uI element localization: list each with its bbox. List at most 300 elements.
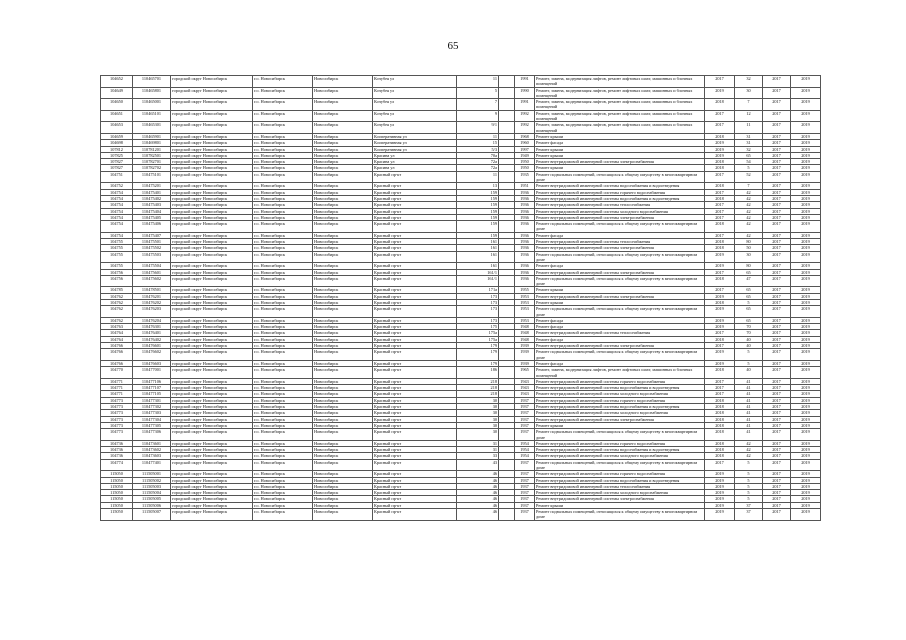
- plan-year-cell: 2019: [705, 317, 735, 323]
- period-start-cell: 2017: [763, 367, 791, 379]
- street-cell: Красный пр-кт: [373, 483, 457, 489]
- house-id-cell: 104773: [101, 429, 133, 441]
- street-cell: Красный пр-кт: [373, 189, 457, 195]
- tariff-cell: 42: [735, 195, 763, 201]
- house-id-cell: 104653: [101, 122, 133, 134]
- tariff-cell: 80: [735, 239, 763, 245]
- table-body: [101, 76, 821, 521]
- municipality-cell: городской округ Новосибирск: [171, 343, 253, 349]
- period-end-cell: 2019: [791, 152, 821, 158]
- period-start-cell: 2017: [763, 165, 791, 171]
- municipality-cell: городской округ Новосибирск: [171, 317, 253, 323]
- plan-year-cell: 2017: [705, 459, 735, 471]
- house-number-cell: 11: [457, 76, 499, 88]
- municipality-cell: городской округ Новосибирск: [171, 509, 253, 521]
- street-cell: Красный пр-кт: [373, 391, 457, 397]
- period-end-cell: 2019: [791, 195, 821, 201]
- house-number-cell: 46: [457, 471, 499, 477]
- settlement-cell: г.о. Новосибирск: [253, 183, 313, 189]
- settlement-cell: г.о. Новосибирск: [253, 397, 313, 403]
- plan-year-cell: 2018: [705, 453, 735, 459]
- period-end-cell: 2019: [791, 502, 821, 508]
- municipality-cell: городской округ Новосибирск: [171, 502, 253, 508]
- settlement-cell: г.о. Новосибирск: [253, 509, 313, 521]
- house-id-cell: 104755: [101, 251, 133, 263]
- work-id-cell: 110476204: [133, 317, 171, 323]
- settlement-cell: г.о. Новосибирск: [253, 189, 313, 195]
- year-built-cell: 1937: [515, 397, 535, 403]
- work-type-cell: Ремонт внутридомовой инженерной системы горячего водоснабжения: [535, 378, 705, 384]
- work-id-cell: 110477105: [133, 391, 171, 397]
- settlement-cell: г.о. Новосибирск: [253, 275, 313, 287]
- table-row: [101, 459, 821, 471]
- work-type-cell: Ремонт крыши: [535, 152, 705, 158]
- work-id-cell: 110469801: [133, 140, 171, 146]
- work-id-cell: 110475502: [133, 245, 171, 251]
- municipality-cell: городской округ Новосибирск: [171, 239, 253, 245]
- municipality-cell: городской округ Новосибирск: [171, 360, 253, 366]
- city-cell: Новосибирск: [313, 324, 373, 330]
- street-cell: Красный пр-кт: [373, 416, 457, 422]
- tariff-cell: 70: [735, 330, 763, 336]
- period-end-cell: 2019: [791, 477, 821, 483]
- period-end-cell: 2019: [791, 146, 821, 152]
- municipality-cell: городской округ Новосибирск: [171, 189, 253, 195]
- tariff-cell: 65: [735, 293, 763, 299]
- period-end-cell: 2019: [791, 214, 821, 220]
- work-id-cell: 110475601: [133, 269, 171, 275]
- city-cell: Новосибирск: [313, 189, 373, 195]
- year-built-cell: 1990: [515, 87, 535, 99]
- period-start-cell: 2017: [763, 140, 791, 146]
- period-end-cell: 2019: [791, 391, 821, 397]
- period-start-cell: 2017: [763, 410, 791, 416]
- year-built-cell: 1937: [515, 459, 535, 471]
- work-id-cell: 110475405: [133, 214, 171, 220]
- period-end-cell: 2019: [791, 122, 821, 134]
- period-start-cell: 2017: [763, 146, 791, 152]
- year-built-cell: 1937: [515, 490, 535, 496]
- period-start-cell: 2017: [763, 110, 791, 122]
- period-start-cell: 2017: [763, 275, 791, 287]
- city-cell: Новосибирск: [313, 471, 373, 477]
- house-number-cell: 46: [457, 483, 499, 489]
- period-end-cell: 2019: [791, 447, 821, 453]
- municipality-cell: городской округ Новосибирск: [171, 263, 253, 269]
- year-built-cell: 1949: [515, 152, 535, 158]
- city-cell: Новосибирск: [313, 502, 373, 508]
- settlement-cell: г.о. Новосибирск: [253, 245, 313, 251]
- municipality-cell: городской округ Новосибирск: [171, 146, 253, 152]
- year-built-cell: 1965: [515, 367, 535, 379]
- work-type-cell: Ремонт внутридомовой инженерной системы водоснабжения и водоотведения: [535, 404, 705, 410]
- tariff-cell: 30: [735, 87, 763, 99]
- period-start-cell: 2017: [763, 349, 791, 361]
- work-type-cell: Ремонт внутридомовой инженерной системы холодного водоснабжения: [535, 490, 705, 496]
- city-cell: Новосибирск: [313, 299, 373, 305]
- plan-year-cell: 2018: [705, 404, 735, 410]
- period-end-cell: 2019: [791, 183, 821, 189]
- plan-year-cell: 2018: [705, 239, 735, 245]
- house-number-cell: 46: [457, 502, 499, 508]
- work-type-cell: Ремонт внутридомовой инженерной системы горячего водоснабжения: [535, 397, 705, 403]
- settlement-cell: г.о. Новосибирск: [253, 306, 313, 318]
- work-id-cell: 110782501: [133, 152, 171, 158]
- street-cell: Красный пр-кт: [373, 269, 457, 275]
- tariff-cell: 52: [735, 171, 763, 183]
- building-cell: [499, 367, 515, 379]
- period-end-cell: 2019: [791, 397, 821, 403]
- municipality-cell: городской округ Новосибирск: [171, 391, 253, 397]
- city-cell: Новосибирск: [313, 360, 373, 366]
- period-start-cell: 2017: [763, 269, 791, 275]
- street-cell: Красина ул: [373, 159, 457, 165]
- municipality-cell: городской округ Новосибирск: [171, 202, 253, 208]
- year-built-cell: 1937: [515, 422, 535, 428]
- table-row: [101, 122, 821, 134]
- street-cell: Красный пр-кт: [373, 440, 457, 446]
- street-cell: Кооперативная ул: [373, 146, 457, 152]
- tariff-cell: 5: [735, 165, 763, 171]
- work-type-cell: Ремонт фасада: [535, 336, 705, 342]
- work-type-cell: Ремонт внутридомовой инженерной системы горячего водоснабжения: [535, 440, 705, 446]
- street-cell: Красный пр-кт: [373, 459, 457, 471]
- house-number-cell: 161: [457, 251, 499, 263]
- period-end-cell: 2019: [791, 349, 821, 361]
- settlement-cell: г.о. Новосибирск: [253, 324, 313, 330]
- municipality-cell: городской округ Новосибирск: [171, 385, 253, 391]
- house-number-cell: 72а: [457, 159, 499, 165]
- house-id-cell: 104766: [101, 343, 133, 349]
- period-start-cell: 2017: [763, 239, 791, 245]
- tariff-cell: 42: [735, 440, 763, 446]
- house-id-cell: 104736: [101, 447, 133, 453]
- work-id-cell: 110475602: [133, 275, 171, 287]
- city-cell: Новосибирск: [313, 496, 373, 502]
- period-start-cell: 2017: [763, 133, 791, 139]
- street-cell: Красный пр-кт: [373, 208, 457, 214]
- table-row: [101, 87, 821, 99]
- municipality-cell: городской округ Новосибирск: [171, 208, 253, 214]
- street-cell: Красный пр-кт: [373, 378, 457, 384]
- year-built-cell: 1937: [515, 496, 535, 502]
- building-cell: [499, 122, 515, 134]
- period-end-cell: 2019: [791, 343, 821, 349]
- house-number-cell: 31: [457, 447, 499, 453]
- street-cell: Красный пр-кт: [373, 410, 457, 416]
- municipality-cell: городской округ Новосибирск: [171, 378, 253, 384]
- work-id-cell: 110478501: [133, 287, 171, 293]
- period-start-cell: 2017: [763, 391, 791, 397]
- house-id-cell: 104755: [101, 239, 133, 245]
- settlement-cell: г.о. Новосибирск: [253, 269, 313, 275]
- work-type-cell: Ремонт фасада: [535, 324, 705, 330]
- period-end-cell: 2019: [791, 336, 821, 342]
- period-end-cell: 2019: [791, 87, 821, 99]
- period-end-cell: 2019: [791, 165, 821, 171]
- tariff-cell: 5: [735, 483, 763, 489]
- house-id-cell: 115050: [101, 483, 133, 489]
- period-end-cell: 2019: [791, 306, 821, 318]
- city-cell: Новосибирск: [313, 422, 373, 428]
- building-cell: [499, 99, 515, 111]
- street-cell: Красный пр-кт: [373, 502, 457, 508]
- period-end-cell: 2019: [791, 330, 821, 336]
- house-id-cell: 104736: [101, 440, 133, 446]
- plan-year-cell: 2017: [705, 343, 735, 349]
- year-built-cell: 1943: [515, 385, 535, 391]
- street-cell: Красный пр-кт: [373, 336, 457, 342]
- period-end-cell: 2019: [791, 385, 821, 391]
- settlement-cell: г.о. Новосибирск: [253, 202, 313, 208]
- work-type-cell: Ремонт внутридомовой инженерной системы холодного водоснабжения: [535, 410, 705, 416]
- municipality-cell: городской округ Новосибирск: [171, 496, 253, 502]
- municipality-cell: городской округ Новосибирск: [171, 367, 253, 379]
- street-cell: Кочубея ул: [373, 110, 457, 122]
- work-type-cell: Ремонт крыши: [535, 299, 705, 305]
- period-start-cell: 2017: [763, 317, 791, 323]
- table-row: [101, 110, 821, 122]
- year-built-cell: 1937: [515, 410, 535, 416]
- work-type-cell: Ремонт подвальных помещений, относящихся к общему имуществу в многоквартирном доме: [535, 349, 705, 361]
- work-id-cell: 110477107: [133, 385, 171, 391]
- house-number-cell: 175: [457, 324, 499, 330]
- year-built-cell: 1937: [515, 404, 535, 410]
- year-built-cell: 1937: [515, 483, 535, 489]
- tariff-cell: 7: [735, 183, 763, 189]
- work-id-cell: 110475406: [133, 221, 171, 233]
- work-type-cell: Ремонт крыши: [535, 133, 705, 139]
- house-number-cell: 46: [457, 477, 499, 483]
- work-id-cell: 110465701: [133, 76, 171, 88]
- municipality-cell: городской округ Новосибирск: [171, 152, 253, 158]
- work-id-cell: 110475504: [133, 263, 171, 269]
- house-number-cell: 159: [457, 208, 499, 214]
- period-start-cell: 2017: [763, 404, 791, 410]
- house-id-cell: 104773: [101, 416, 133, 422]
- period-end-cell: 2019: [791, 422, 821, 428]
- plan-year-cell: 2018: [705, 422, 735, 428]
- city-cell: Новосибирск: [313, 221, 373, 233]
- tariff-cell: 31: [735, 133, 763, 139]
- building-cell: [499, 429, 515, 441]
- work-type-cell: Ремонт фасада: [535, 140, 705, 146]
- work-id-cell: 110476602: [133, 349, 171, 361]
- house-id-cell: 115050: [101, 502, 133, 508]
- year-built-cell: 1937: [515, 477, 535, 483]
- tariff-cell: 32: [735, 146, 763, 152]
- work-type-cell: Ремонт, замена, модернизация лифтов, ремонт лифтовых шахт, машинных и блочных помещений: [535, 122, 705, 134]
- street-cell: Кочубея ул: [373, 87, 457, 99]
- house-number-cell: 159: [457, 214, 499, 220]
- year-built-cell: 1968: [515, 133, 535, 139]
- year-built-cell: 1936: [515, 251, 535, 263]
- work-type-cell: Ремонт внутридомовой инженерной системы водоснабжения и водоотведения: [535, 477, 705, 483]
- house-id-cell: 104751: [101, 171, 133, 183]
- street-cell: Красный пр-кт: [373, 287, 457, 293]
- house-id-cell: 104755: [101, 245, 133, 251]
- period-start-cell: 2017: [763, 87, 791, 99]
- work-id-cell: 110477305: [133, 422, 171, 428]
- house-id-cell: 107827: [101, 165, 133, 171]
- municipality-cell: городской округ Новосибирск: [171, 195, 253, 201]
- year-built-cell: 1939: [515, 349, 535, 361]
- tariff-cell: 47: [735, 275, 763, 287]
- municipality-cell: городской округ Новосибирск: [171, 171, 253, 183]
- period-end-cell: 2019: [791, 133, 821, 139]
- work-type-cell: Ремонт внутридомовой инженерной системы электроснабжения: [535, 343, 705, 349]
- municipality-cell: городской округ Новосибирск: [171, 165, 253, 171]
- tariff-cell: 42: [735, 447, 763, 453]
- plan-year-cell: 2017: [705, 214, 735, 220]
- period-start-cell: 2017: [763, 99, 791, 111]
- work-id-cell: 110475503: [133, 251, 171, 263]
- table-row: [101, 367, 821, 379]
- work-type-cell: Ремонт внутридомовой инженерной системы электроснабжения: [535, 245, 705, 251]
- municipality-cell: городской округ Новосибирск: [171, 471, 253, 477]
- tariff-cell: 42: [735, 208, 763, 214]
- street-cell: Красный пр-кт: [373, 202, 457, 208]
- year-built-cell: 1992: [515, 122, 535, 134]
- work-type-cell: Ремонт внутридомовой инженерной системы электроснабжения: [535, 159, 705, 165]
- city-cell: Новосибирск: [313, 397, 373, 403]
- period-start-cell: 2017: [763, 502, 791, 508]
- house-number-cell: 15: [457, 140, 499, 146]
- period-start-cell: 2017: [763, 477, 791, 483]
- work-id-cell: 110477303: [133, 410, 171, 416]
- settlement-cell: г.о. Новосибирск: [253, 477, 313, 483]
- house-number-cell: 159: [457, 232, 499, 238]
- period-end-cell: 2019: [791, 202, 821, 208]
- plan-year-cell: 2019: [705, 140, 735, 146]
- plan-year-cell: 2019: [705, 324, 735, 330]
- work-id-cell: 110477001: [133, 367, 171, 379]
- house-id-cell: 104736: [101, 453, 133, 459]
- year-built-cell: 1953: [515, 317, 535, 323]
- work-id-cell: 110477106: [133, 378, 171, 384]
- period-end-cell: 2019: [791, 410, 821, 416]
- tariff-cell: 5: [735, 459, 763, 471]
- period-end-cell: 2019: [791, 509, 821, 521]
- settlement-cell: г.о. Новосибирск: [253, 287, 313, 293]
- street-cell: Красный пр-кт: [373, 221, 457, 233]
- tariff-cell: 54: [735, 159, 763, 165]
- settlement-cell: г.о. Новосибирск: [253, 490, 313, 496]
- house-id-cell: 115050: [101, 477, 133, 483]
- tariff-cell: 31: [735, 140, 763, 146]
- building-cell: [499, 306, 515, 318]
- tariff-cell: 41: [735, 416, 763, 422]
- year-built-cell: 1936: [515, 221, 535, 233]
- work-id-cell: 110477306: [133, 429, 171, 441]
- house-number-cell: 11: [457, 133, 499, 139]
- period-start-cell: 2017: [763, 447, 791, 453]
- period-start-cell: 2017: [763, 306, 791, 318]
- plan-year-cell: 2019: [705, 251, 735, 263]
- settlement-cell: г.о. Новосибирск: [253, 251, 313, 263]
- city-cell: Новосибирск: [313, 208, 373, 214]
- street-cell: Красный пр-кт: [373, 367, 457, 379]
- year-built-cell: 1992: [515, 110, 535, 122]
- work-id-cell: 110465901: [133, 133, 171, 139]
- municipality-cell: городской округ Новосибирск: [171, 324, 253, 330]
- period-end-cell: 2019: [791, 459, 821, 471]
- work-id-cell: 110782701: [133, 159, 171, 165]
- municipality-cell: городской округ Новосибирск: [171, 221, 253, 233]
- work-id-cell: 110476402: [133, 336, 171, 342]
- plan-year-cell: 2019: [705, 263, 735, 269]
- period-start-cell: 2017: [763, 324, 791, 330]
- plan-year-cell: 2019: [705, 87, 735, 99]
- house-number-cell: 161: [457, 263, 499, 269]
- period-start-cell: 2017: [763, 299, 791, 305]
- settlement-cell: г.о. Новосибирск: [253, 122, 313, 134]
- plan-year-cell: 2018: [705, 416, 735, 422]
- city-cell: Новосибирск: [313, 477, 373, 483]
- settlement-cell: г.о. Новосибирск: [253, 293, 313, 299]
- municipality-cell: городской округ Новосибирск: [171, 99, 253, 111]
- tariff-cell: 65: [735, 306, 763, 318]
- year-built-cell: 1936: [515, 189, 535, 195]
- house-id-cell: 104762: [101, 306, 133, 318]
- period-start-cell: 2017: [763, 330, 791, 336]
- city-cell: Новосибирск: [313, 232, 373, 238]
- period-end-cell: 2019: [791, 416, 821, 422]
- house-number-cell: 173: [457, 306, 499, 318]
- period-start-cell: 2017: [763, 221, 791, 233]
- house-number-cell: 159: [457, 189, 499, 195]
- tariff-cell: 41: [735, 429, 763, 441]
- municipality-cell: городской округ Новосибирск: [171, 404, 253, 410]
- house-number-cell: 161: [457, 245, 499, 251]
- year-built-cell: 1991: [515, 99, 535, 111]
- capital-repair-table: [100, 75, 821, 521]
- house-id-cell: 104762: [101, 317, 133, 323]
- tariff-cell: 41: [735, 385, 763, 391]
- house-number-cell: 159: [457, 195, 499, 201]
- work-id-cell: 110477304: [133, 416, 171, 422]
- year-built-cell: 1943: [515, 378, 535, 384]
- house-number-cell: 218: [457, 385, 499, 391]
- period-start-cell: 2017: [763, 483, 791, 489]
- period-end-cell: 2019: [791, 367, 821, 379]
- house-id-cell: 104763: [101, 324, 133, 330]
- city-cell: Новосибирск: [313, 330, 373, 336]
- work-id-cell: 110465001: [133, 99, 171, 111]
- house-id-cell: 104755: [101, 263, 133, 269]
- work-type-cell: Ремонт внутридомовой инженерной системы электроснабжения: [535, 214, 705, 220]
- plan-year-cell: 2017: [705, 232, 735, 238]
- year-built-cell: 1997: [515, 146, 535, 152]
- city-cell: Новосибирск: [313, 287, 373, 293]
- municipality-cell: городской округ Новосибирск: [171, 183, 253, 189]
- settlement-cell: г.о. Новосибирск: [253, 349, 313, 361]
- year-built-cell: 1935: [515, 171, 535, 183]
- work-type-cell: Ремонт внутридомовой инженерной системы водоснабжения и водоотведения: [535, 447, 705, 453]
- building-cell: [499, 251, 515, 263]
- period-start-cell: 2017: [763, 360, 791, 366]
- house-number-cell: 46: [457, 496, 499, 502]
- settlement-cell: г.о. Новосибирск: [253, 502, 313, 508]
- work-type-cell: Ремонт подвальных помещений, относящихся к общему имуществу в многоквартирном доме: [535, 221, 705, 233]
- work-type-cell: Ремонт, замена, модернизация лифтов, ремонт лифтовых шахт, машинных и блочных помещений: [535, 87, 705, 99]
- year-built-cell: 1950: [515, 159, 535, 165]
- house-id-cell: 104651: [101, 110, 133, 122]
- work-id-cell: 110477302: [133, 404, 171, 410]
- city-cell: Новосибирск: [313, 239, 373, 245]
- settlement-cell: г.о. Новосибирск: [253, 378, 313, 384]
- work-type-cell: Ремонт внутридомовой инженерной системы электроснабжения: [535, 496, 705, 502]
